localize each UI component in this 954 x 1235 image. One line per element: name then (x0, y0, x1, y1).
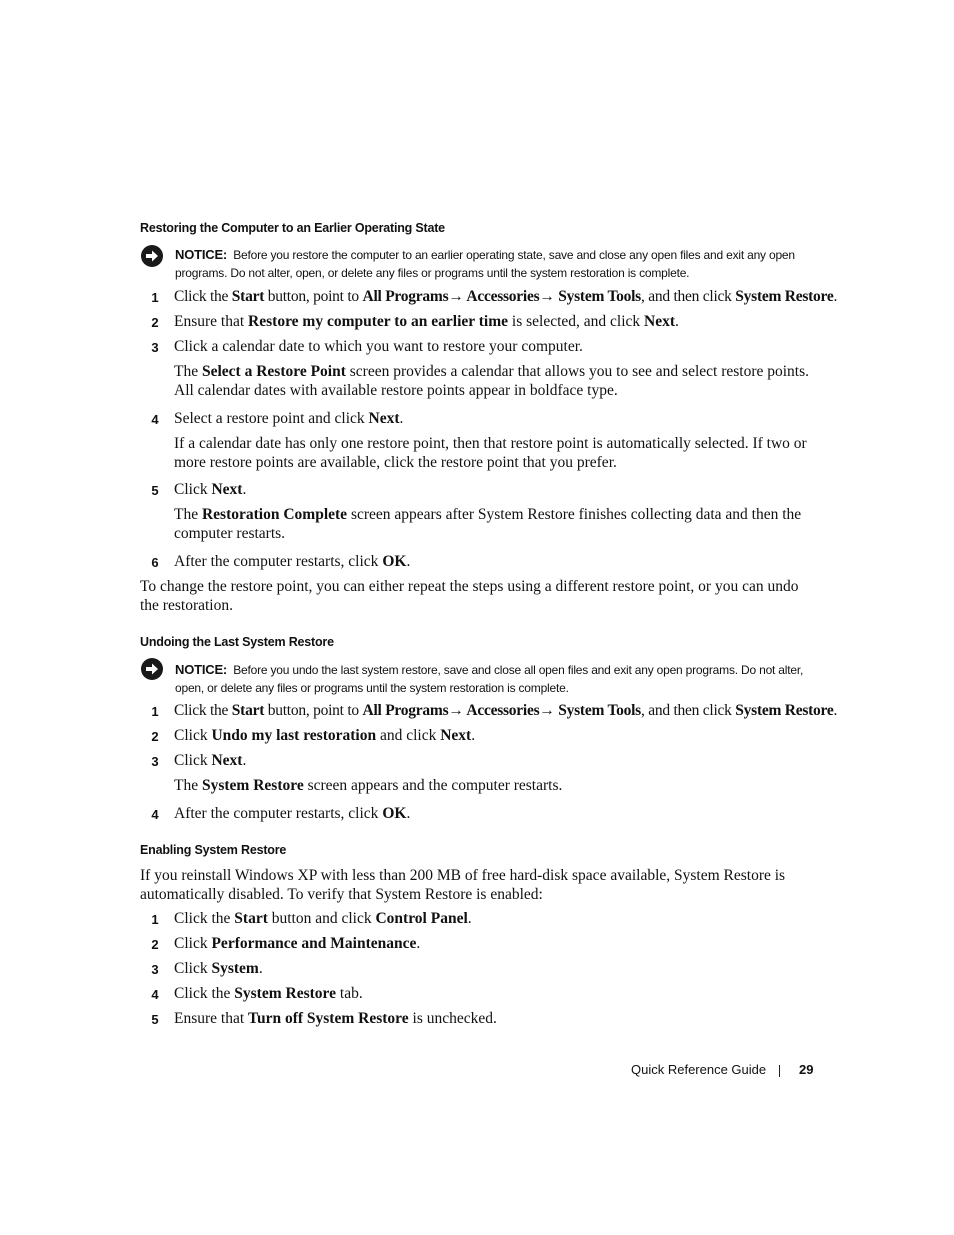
footer-title: Quick Reference Guide (631, 1062, 767, 1077)
step-number: 3 (151, 340, 159, 355)
step-number: 3 (151, 754, 159, 769)
footer-separator (779, 1065, 780, 1077)
step-number: 2 (151, 937, 159, 952)
step-text: Click the Start button and click Control Panel. (174, 910, 472, 927)
step-text: After the computer restarts, click OK. (174, 553, 411, 570)
step-number: 2 (151, 315, 159, 330)
step-note: The Restoration Complete screen appears after System Restore finishes collecting data and then the computer restarts. (174, 506, 802, 542)
step-text: Ensure that Restore my computer to an earlier time is selected, and click Next. (174, 313, 679, 330)
notice-text: Before you restore the computer to an earlier operating state, save and close any open files and exit any open programs. Do not alter, open, or delete any files or programs until the system restoration is complete. (175, 248, 795, 280)
step-text: Click the Start button, point to All Programs→ Accessories→ System Tools, and then click System Restore. (174, 288, 838, 305)
step-text: Click Next. (174, 481, 247, 498)
notice-icon (141, 245, 163, 267)
notice-label: NOTICE: (175, 662, 228, 677)
step-text: Click System. (174, 960, 263, 977)
step-number: 1 (151, 290, 159, 305)
notice-icon (141, 658, 163, 680)
step-number: 4 (151, 412, 159, 427)
step-text: Click Performance and Maintenance. (174, 935, 421, 952)
notice-text: Before you undo the last system restore, save and close all open files and exit any open programs. Do not alter, open, or delete any files or programs until the system restoration is complete. (175, 663, 804, 695)
step-text: Select a restore point and click Next. (174, 410, 404, 427)
step-note: The Select a Restore Point screen provides a calendar that allows you to see and select restore points. All calendar dates with available restore points appear in boldface type. (174, 363, 810, 399)
notice-restore (175, 246, 820, 282)
step-text: Click the System Restore tab. (174, 985, 363, 1002)
notice-label: NOTICE: (175, 247, 228, 262)
step-text: Click Next. (174, 752, 247, 769)
section-heading-undoing: Undoing the Last System Restore (140, 635, 334, 649)
step-number: 1 (151, 704, 159, 719)
step-number: 3 (151, 962, 159, 977)
step-text: Click Undo my last restoration and click Next. (174, 727, 476, 744)
step-number: 6 (151, 555, 159, 570)
step-number: 2 (151, 729, 159, 744)
page-number: 29 (799, 1062, 814, 1077)
step-note: If a calendar date has only one restore point, then that restore point is automatically selected. If two or more restore points are available, click the restore point that you prefer. (174, 435, 807, 471)
step-number: 5 (151, 483, 159, 498)
step-number: 5 (151, 1012, 159, 1027)
section-heading-restoring: Restoring the Computer to an Earlier Operating State (140, 221, 445, 235)
step-text: Click the Start button, point to All Programs→ Accessories→ System Tools, and then click System Restore. (174, 702, 838, 719)
step-number: 4 (151, 807, 159, 822)
step-number: 4 (151, 987, 159, 1002)
notice-undo (175, 661, 820, 697)
step-text: Click a calendar date to which you want to restore your computer. (174, 338, 583, 355)
section-heading-enabling: Enabling System Restore (140, 843, 287, 857)
step-number: 1 (151, 912, 159, 927)
step-note: The System Restore screen appears and the computer restarts. (174, 777, 563, 794)
paragraph: To change the restore point, you can either repeat the steps using a different restore point, or you can undo the restoration. (140, 578, 799, 614)
step-text: Ensure that Turn off System Restore is unchecked. (174, 1010, 497, 1027)
paragraph: If you reinstall Windows XP with less than 200 MB of free hard-disk space available, System Restore is automatically disabled. To verify that System Restore is enabled: (140, 867, 786, 903)
step-text: After the computer restarts, click OK. (174, 805, 411, 822)
